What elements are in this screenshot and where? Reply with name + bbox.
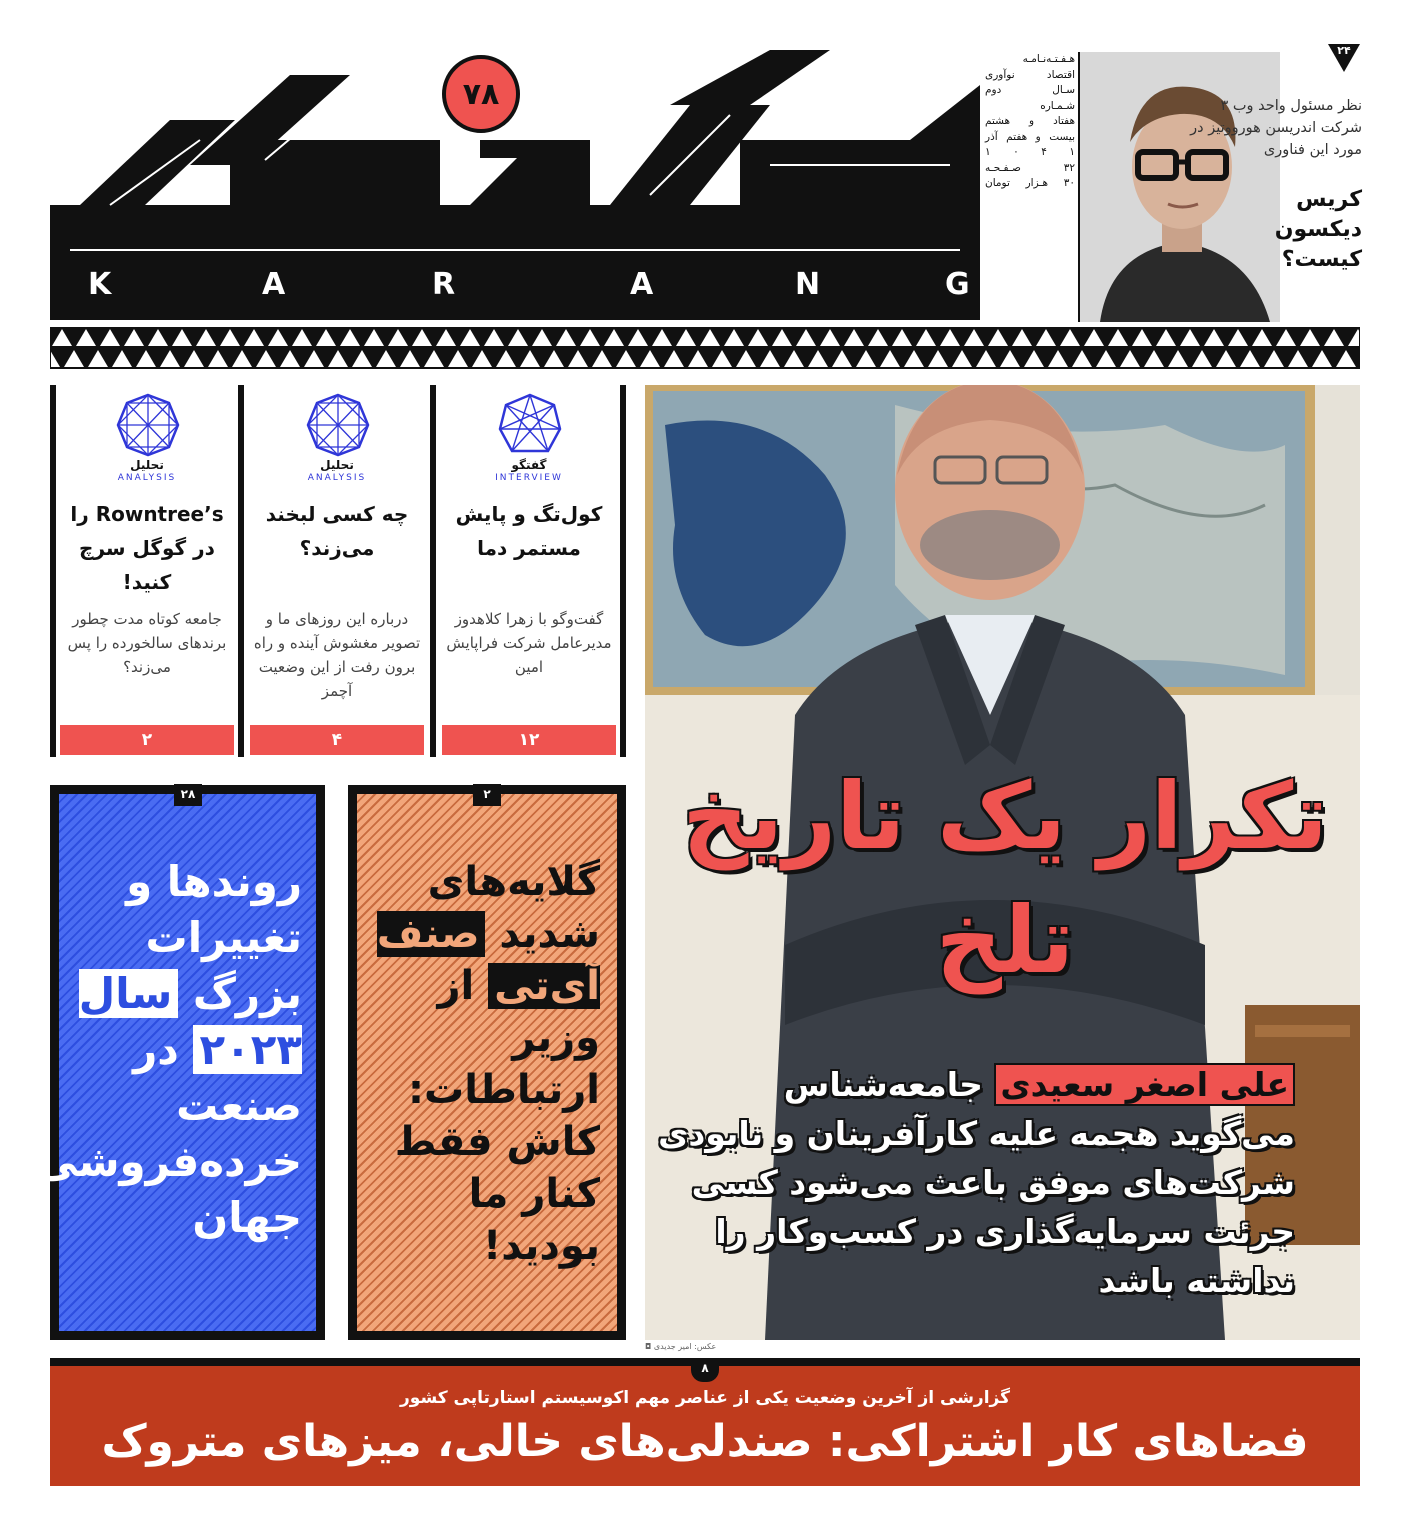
logo-latin-n: N: [795, 267, 821, 302]
blue-box-page-number[interactable]: ۲۸: [174, 784, 202, 806]
column-divider: [50, 385, 56, 757]
photo-credit-text: عکس: امیر جدیدی: [653, 1342, 717, 1351]
column-tag: تحلیل: [130, 458, 164, 472]
main-headline[interactable]: تکرار یک تاریخ تلخ: [682, 763, 1328, 994]
issue-info-line: اقتصاد نوآوری: [985, 68, 1075, 81]
blue-text-highlight: سال ۲۰۲۳: [78, 969, 302, 1074]
orange-striped-panel: [357, 787, 617, 1331]
teaser-interview[interactable]: [442, 385, 616, 757]
logo-latin-a1: A: [262, 267, 286, 302]
logo-latin-r: R: [432, 267, 456, 302]
logo-latin-k: K: [88, 267, 112, 302]
orange-box-headline: [375, 856, 600, 1272]
issue-info-line: ۱ ۴ ۰ ۱: [985, 146, 1076, 158]
dixon-description: نظر مسئول واحد وب ۳ شرکت اندریسن هورووتیز در مورد این فناوری: [1190, 98, 1362, 158]
orange-text-highlight: صنف آی‌تی: [376, 911, 600, 1009]
column-description: گفت‌وگو با زهرا کلاهدوز مدیرعامل شرکت فراپایش امین: [446, 610, 612, 676]
main-deck: [655, 1060, 1295, 1305]
deck-person-name: علی اصغر سعیدی: [994, 1063, 1295, 1106]
column-tag: گفتگو: [511, 458, 547, 472]
issue-number-badge: ۷۸: [442, 55, 520, 133]
blue-text-before: روندها و تغییرات بزرگ: [126, 857, 302, 1018]
dixon-page-number[interactable]: ۲۴: [1337, 44, 1351, 57]
issue-info: [985, 52, 1075, 192]
masthead-logo: [50, 45, 980, 320]
camera-icon: ◘: [645, 1342, 652, 1351]
column-tag-en: ANALYSIS: [307, 473, 367, 483]
column-page-number[interactable]: ۱۲: [442, 725, 616, 755]
issue-info-line: هـفـتـه‌نـامـه: [1022, 53, 1075, 65]
it-guild-complaints-teaser[interactable]: [348, 785, 626, 1340]
logo-latin-g: G: [945, 267, 970, 302]
column-title[interactable]: چه کسی لبخند می‌زند؟: [265, 502, 409, 560]
orange-text-before: گلایه‌های شدید: [427, 859, 600, 957]
orange-text-after: از وزیر ارتباطات: کاش فقط کنار ما بودید!: [394, 963, 600, 1269]
logo-latin-a2: A: [630, 267, 654, 302]
issue-info-line: بیست و هفتم آذر: [985, 130, 1075, 143]
orange-box-page-number[interactable]: ۲: [473, 784, 501, 806]
bottom-kicker: گزارشی از آخرین وضعیت یکی از عناصر مهم اکوسیستم استارتاپی کشور: [400, 1388, 1010, 1408]
photo-credit: [645, 1342, 1360, 1351]
column-divider: [238, 385, 244, 757]
bottom-page-number[interactable]: ۸: [691, 1358, 719, 1382]
column-divider: [430, 385, 436, 757]
blue-box-headline: [35, 854, 302, 1246]
column-tag-en: INTERVIEW: [495, 473, 563, 483]
analysis-icon: [116, 393, 180, 457]
column-tag-en: ANALYSIS: [117, 473, 177, 483]
deck-text: جامعه‌شناس می‌گوید هجمه علیه کارآفرینان و نابودی شرکت‌های موفق باعث می‌شود کسی جرئت سرمایه‌گذاری در کسب‌وکار را نداشته باشد: [658, 1065, 1295, 1300]
column-divider: [620, 385, 626, 757]
issue-info-line: ۳۲ صـفـحـه: [985, 161, 1075, 174]
teaser-analysis-smile[interactable]: [250, 385, 424, 757]
column-description: درباره این روزهای ما و تصویر مغشوش آینده و راه برون رفت از این وضعیت آچمز: [253, 610, 421, 700]
issue-info-line: ۳۰ هـزار تومان: [985, 177, 1075, 189]
issue-info-line: سـال دوم: [985, 84, 1075, 96]
issue-info-line: شـمـاره: [1040, 99, 1075, 112]
column-page-number[interactable]: ۴: [250, 725, 424, 755]
issue-info-line: هفتاد و هشتم: [985, 115, 1075, 127]
blue-text-after: در صنعت خرده‌فروشی جهان: [35, 1025, 302, 1242]
teaser-analysis-rowntrees[interactable]: [60, 385, 234, 757]
column-title[interactable]: کول‌تگ و پایش مستمر دما: [455, 502, 603, 560]
bottom-headline[interactable]: فضاهای کار اشتراکی: صندلی‌های خالی، میزهای متروک: [101, 1416, 1309, 1467]
column-tag: تحلیل: [320, 458, 354, 472]
retail-trends-teaser[interactable]: [35, 785, 325, 1340]
column-title[interactable]: Rowntree’s را در گوگل سرچ کنید!: [70, 502, 224, 594]
interview-icon: [498, 393, 562, 457]
blue-striped-panel: [35, 787, 316, 1331]
triangle-pattern-band: [50, 327, 1360, 369]
analysis-icon: [306, 393, 370, 457]
column-description: جامعه کوتاه مدت چطور برندهای سالخورده را پس می‌زند؟: [67, 610, 227, 676]
dixon-title[interactable]: کریس دیکسون کیست؟: [1274, 187, 1362, 272]
bottom-banner[interactable]: [50, 1358, 1360, 1486]
column-page-number[interactable]: ۲: [60, 725, 234, 755]
